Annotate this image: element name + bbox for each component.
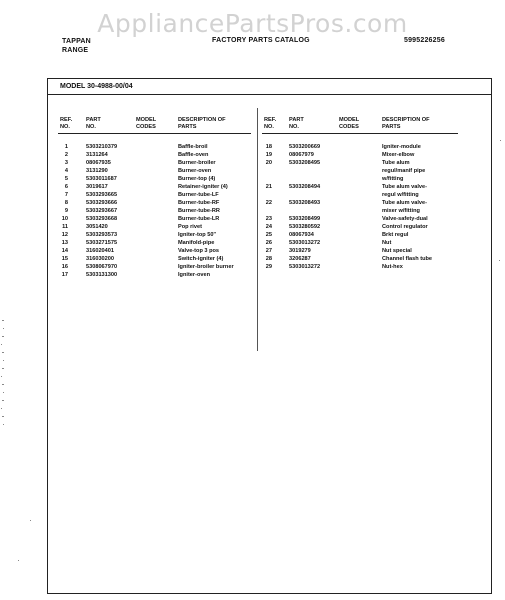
right-model-codes-header: MODEL CODES	[339, 117, 360, 130]
part-number: 08067934	[289, 232, 314, 238]
right-parts-row	[252, 152, 452, 160]
part-description: Tube alum	[382, 160, 410, 166]
part-number: 5303208494	[289, 184, 321, 190]
right-parts-row	[252, 216, 452, 224]
ref-number: 12	[61, 232, 68, 238]
right-parts-row	[252, 168, 452, 176]
left-parts-row	[48, 240, 248, 248]
right-parts-row	[252, 264, 452, 272]
ref-number: 29	[265, 264, 272, 270]
left-parts-row	[48, 224, 248, 232]
part-number: 3019279	[289, 248, 311, 254]
part-number: 5303293667	[86, 208, 118, 214]
ref-number: 2	[64, 152, 68, 158]
part-description: Baffle-broil	[178, 144, 208, 150]
part-description: Channel flash tube	[382, 256, 433, 262]
right-parts-row	[252, 200, 452, 208]
part-description: Nut	[382, 240, 392, 246]
part-description: Burner-broiler	[178, 160, 216, 166]
part-description: Mixer-elbow	[382, 152, 415, 158]
part-description: Nut special	[382, 248, 412, 254]
ref-number: 1	[64, 144, 68, 150]
part-description: Pop rivet	[178, 224, 202, 230]
ref-number: 13	[61, 240, 68, 246]
ref-number: 27	[265, 248, 272, 254]
part-number: 5303200669	[289, 144, 321, 150]
part-number: 3019617	[86, 184, 108, 190]
part-number: 5303013272	[289, 264, 321, 270]
left-parts-row	[48, 248, 248, 256]
part-description: Manifold-pipe	[178, 240, 215, 246]
part-number: 3206287	[289, 256, 311, 262]
part-description: Baffle-oven	[178, 152, 209, 158]
left-model-codes-header: MODEL CODES	[136, 117, 157, 130]
right-parts-row	[252, 184, 452, 192]
part-description: mixer w/fitting	[382, 208, 420, 214]
left-parts-row	[48, 152, 248, 160]
part-number: 5303210379	[86, 144, 118, 150]
left-ref-header: REF. NO.	[60, 117, 73, 130]
part-description: Retainer-igniter (4)	[178, 184, 228, 190]
left-parts-row	[48, 176, 248, 184]
ref-number: 23	[265, 216, 272, 222]
left-parts-row	[48, 200, 248, 208]
right-parts-row	[252, 176, 452, 184]
model-row	[48, 79, 491, 95]
part-description: Igniter-oven	[178, 272, 211, 278]
ref-number: 11	[62, 224, 68, 230]
part-description: Igniter-top 50"	[178, 232, 217, 238]
part-number: 5303208499	[289, 216, 321, 222]
parts-list-frame	[47, 78, 492, 594]
part-number: 3131290	[86, 168, 108, 174]
part-number: 316030200	[86, 256, 114, 262]
brand-block	[62, 37, 91, 55]
part-number: 5303293665	[86, 192, 118, 198]
ref-number: 21	[265, 184, 272, 190]
part-description: Igniter-broiler burner	[178, 264, 234, 270]
part-description: Burner-tube-LR	[178, 216, 220, 222]
left-parts-row	[48, 216, 248, 224]
part-number: 5303293573	[86, 232, 118, 238]
left-parts-row	[48, 256, 248, 264]
ref-number: 22	[265, 200, 272, 206]
part-description: Tube alum valve-	[382, 200, 427, 206]
part-description: Valve-top 3 pos	[178, 248, 220, 254]
part-description: Burner-top (4)	[178, 176, 216, 182]
ref-number: 14	[61, 248, 68, 254]
part-number: 3131264	[86, 152, 108, 158]
ref-number: 4	[64, 168, 68, 174]
part-description: Igniter-module	[382, 144, 421, 150]
ref-number: 19	[265, 152, 272, 158]
part-number: 3051420	[86, 224, 108, 230]
right-parts-row	[252, 208, 452, 216]
ref-number: 24	[265, 224, 272, 230]
right-ref-header: REF. NO.	[264, 117, 277, 130]
left-parts-row	[48, 160, 248, 168]
ref-number: 18	[265, 144, 272, 150]
part-number: 5303208495	[289, 160, 321, 166]
part-description: Tube alum valve-	[382, 184, 427, 190]
ref-number: 10	[61, 216, 68, 222]
right-parts-row	[252, 248, 452, 256]
part-number: 5308067970	[86, 264, 118, 270]
left-part-header: PART NO.	[86, 117, 101, 130]
ref-number: 28	[265, 256, 272, 262]
left-parts-row	[48, 208, 248, 216]
catalog-number: 5995226256	[404, 37, 445, 44]
brand-line-2: RANGE	[62, 47, 89, 54]
part-description: Switch-igniter (4)	[178, 256, 224, 262]
part-description: Valve-safety-dual	[382, 216, 428, 222]
right-parts-row	[252, 192, 452, 200]
part-number: 08067935	[86, 160, 111, 166]
catalog-title: FACTORY PARTS CATALOG	[212, 37, 310, 44]
ref-number: 9	[64, 208, 68, 214]
part-number: 5303131300	[86, 272, 118, 278]
part-number: 5303280592	[289, 224, 321, 230]
brand-line-1: TAPPAN	[62, 38, 91, 45]
ref-number: 16	[61, 264, 68, 270]
part-description: Nut-hex	[382, 264, 403, 270]
right-parts-row	[252, 240, 452, 248]
right-parts-row	[252, 232, 452, 240]
ref-number: 6	[64, 184, 68, 190]
ref-number: 5	[64, 176, 68, 182]
part-number: 5303271575	[86, 240, 118, 246]
ref-number: 3	[64, 160, 68, 166]
right-part-header: PART NO.	[289, 117, 304, 130]
ref-number: 7	[64, 192, 68, 198]
ref-number: 20	[265, 160, 272, 166]
model-label: MODEL 30-4988-00/04	[60, 83, 133, 90]
ref-number: 25	[265, 232, 272, 238]
left-parts-row	[48, 184, 248, 192]
part-number: 5303208493	[289, 200, 321, 206]
part-number: 5303011687	[86, 176, 117, 182]
part-description: regul/manif pipe	[382, 168, 426, 174]
ref-number: 8	[64, 200, 68, 206]
right-parts-row	[252, 144, 452, 152]
left-description-header: DESCRIPTION OF PARTS	[178, 117, 226, 130]
left-parts-row	[48, 168, 248, 176]
left-parts-row	[48, 144, 248, 152]
part-number: 5303293668	[86, 216, 118, 222]
part-description: Brkt regul	[382, 232, 409, 238]
right-header-rule	[262, 133, 458, 134]
right-parts-row	[252, 256, 452, 264]
left-parts-row	[48, 192, 248, 200]
part-description: regul w/fitting	[382, 192, 419, 198]
part-number: 5303013272	[289, 240, 321, 246]
part-description: Burner-tube-LF	[178, 192, 219, 198]
left-parts-row	[48, 272, 248, 280]
left-header-rule	[58, 133, 251, 134]
ref-number: 15	[61, 256, 68, 262]
part-description: Burner-tube-RR	[178, 208, 220, 214]
part-number: 08067979	[289, 152, 314, 158]
watermark-text: AppliancePartsPros.com	[97, 9, 408, 38]
part-description: Burner-tube-RF	[178, 200, 220, 206]
right-parts-row	[252, 224, 452, 232]
right-parts-row	[252, 160, 452, 168]
part-number: 5303293666	[86, 200, 118, 206]
ref-number: 17	[61, 272, 68, 278]
part-number: 316020401	[86, 248, 114, 254]
left-parts-row	[48, 264, 248, 272]
left-parts-row	[48, 232, 248, 240]
part-description: Control regulator	[382, 224, 428, 230]
part-description: w/fitting	[382, 176, 404, 182]
ref-number: 26	[265, 240, 272, 246]
part-description: Burner-oven	[178, 168, 212, 174]
right-description-header: DESCRIPTION OF PARTS	[382, 117, 430, 130]
